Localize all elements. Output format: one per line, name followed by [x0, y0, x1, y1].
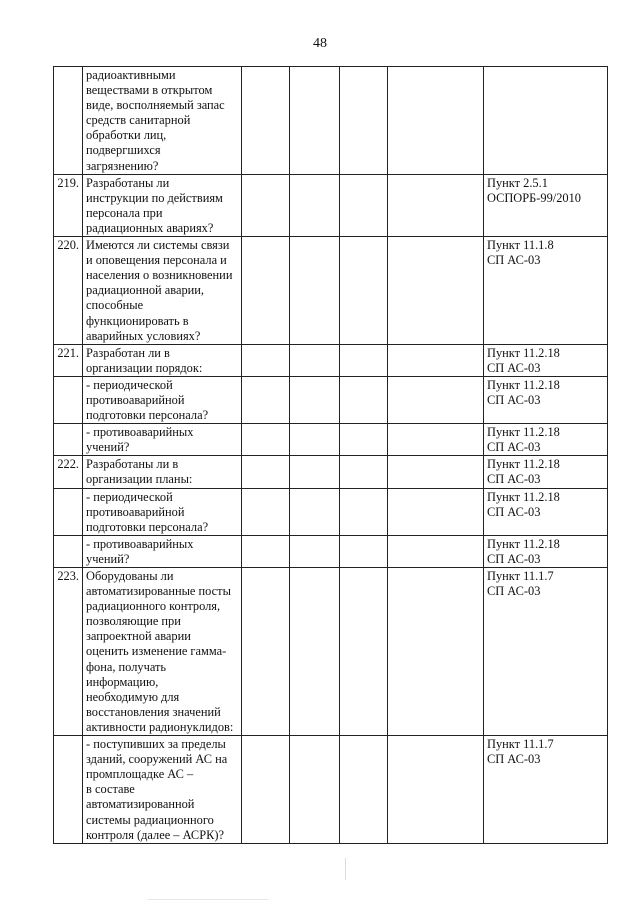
item-number: 223. [54, 568, 83, 736]
item-number [54, 67, 83, 175]
answer-cell [242, 456, 290, 488]
answer-cell [290, 424, 340, 456]
answer-cell [242, 568, 290, 736]
answer-cell [242, 535, 290, 567]
answer-cell [340, 376, 388, 423]
question-cell: Разработаны ли инструкции по действиям персонала при радиационных авариях? [83, 174, 242, 236]
answer-cell [242, 736, 290, 844]
table-row [54, 67, 608, 175]
answer-cell [388, 237, 484, 345]
reference-cell: Пункт 2.5.1 ОСПОРБ-99/2010 [484, 174, 608, 236]
reference-cell: Пункт 11.1.7 СП АС-03 [484, 736, 608, 844]
item-number: 222. [54, 456, 83, 488]
scan-artifact [148, 899, 268, 900]
question-cell: Имеются ли системы связи и оповещения персонала и населения о возникновении радиационной аварии, способные функционировать в аварийных условиях? [83, 237, 242, 345]
reference-cell: Пункт 11.2.18 СП АС-03 [484, 535, 608, 567]
table-row [54, 174, 608, 236]
item-number [54, 535, 83, 567]
answer-cell [290, 174, 340, 236]
answer-cell [388, 456, 484, 488]
answer-cell [340, 237, 388, 345]
answer-cell [242, 376, 290, 423]
answer-cell [242, 237, 290, 345]
answer-cell [340, 424, 388, 456]
scan-artifact [345, 858, 346, 880]
question-cell: - поступивших за пределы зданий, сооружений АС на промплощадке АС – в составе автоматизированной системы радиационного контроля (далее – АСРК)? [83, 736, 242, 844]
page-number: 48 [313, 36, 327, 51]
table-row [54, 736, 608, 844]
table-row [54, 456, 608, 488]
table-row [54, 488, 608, 535]
item-number: 221. [54, 344, 83, 376]
answer-cell [242, 488, 290, 535]
answer-cell [340, 568, 388, 736]
answer-cell [388, 344, 484, 376]
answer-cell [290, 344, 340, 376]
question-cell: - периодической противоаварийной подготовки персонала? [83, 488, 242, 535]
table-row [54, 344, 608, 376]
answer-cell [242, 344, 290, 376]
answer-cell [388, 174, 484, 236]
item-number [54, 488, 83, 535]
answer-cell [290, 237, 340, 345]
item-number [54, 736, 83, 844]
answer-cell [242, 67, 290, 175]
answer-cell [340, 67, 388, 175]
question-cell: - противоаварийных учений? [83, 535, 242, 567]
reference-cell: Пункт 11.2.18 СП АС-03 [484, 456, 608, 488]
table-row [54, 376, 608, 423]
answer-cell [242, 174, 290, 236]
question-cell: Оборудованы ли автоматизированные посты радиационного контроля, позволяющие при запроектной аварии оценить изменение гамма- фона, получать информацию, необходимую для восстановления значений активности радионуклидов: [83, 568, 242, 736]
answer-cell [388, 568, 484, 736]
item-number: 220. [54, 237, 83, 345]
answer-cell [340, 488, 388, 535]
question-cell: Разработаны ли в организации планы: [83, 456, 242, 488]
item-number [54, 376, 83, 423]
question-cell: радиоактивными веществами в открытом виде, восполняемый запас средств санитарной обработки лиц, подвергшихся загрязнению? [83, 67, 242, 175]
answer-cell [388, 424, 484, 456]
reference-cell: Пункт 11.2.18 СП АС-03 [484, 344, 608, 376]
answer-cell [340, 174, 388, 236]
answer-cell [388, 736, 484, 844]
reference-cell: Пункт 11.2.18 СП АС-03 [484, 424, 608, 456]
item-number [54, 424, 83, 456]
answer-cell [290, 535, 340, 567]
answer-cell [290, 456, 340, 488]
item-number: 219. [54, 174, 83, 236]
reference-cell: Пункт 11.2.18 СП АС-03 [484, 488, 608, 535]
answer-cell [290, 488, 340, 535]
reference-cell: Пункт 11.1.8 СП АС-03 [484, 237, 608, 345]
question-cell: - противоаварийных учений? [83, 424, 242, 456]
answer-cell [290, 376, 340, 423]
answer-cell [388, 488, 484, 535]
answer-cell [340, 344, 388, 376]
reference-cell: Пункт 11.1.7 СП АС-03 [484, 568, 608, 736]
answer-cell [388, 376, 484, 423]
answer-cell [340, 456, 388, 488]
answer-cell [290, 67, 340, 175]
answer-cell [290, 736, 340, 844]
table-row [54, 535, 608, 567]
checklist-table [53, 66, 608, 844]
answer-cell [340, 535, 388, 567]
table-row [54, 237, 608, 345]
question-cell: - периодической противоаварийной подготовки персонала? [83, 376, 242, 423]
question-cell: Разработан ли в организации порядок: [83, 344, 242, 376]
answer-cell [388, 67, 484, 175]
answer-cell [388, 535, 484, 567]
answer-cell [290, 568, 340, 736]
reference-cell: Пункт 11.2.18 СП АС-03 [484, 376, 608, 423]
reference-cell [484, 67, 608, 175]
table-row [54, 424, 608, 456]
answer-cell [242, 424, 290, 456]
table-row [54, 568, 608, 736]
answer-cell [340, 736, 388, 844]
